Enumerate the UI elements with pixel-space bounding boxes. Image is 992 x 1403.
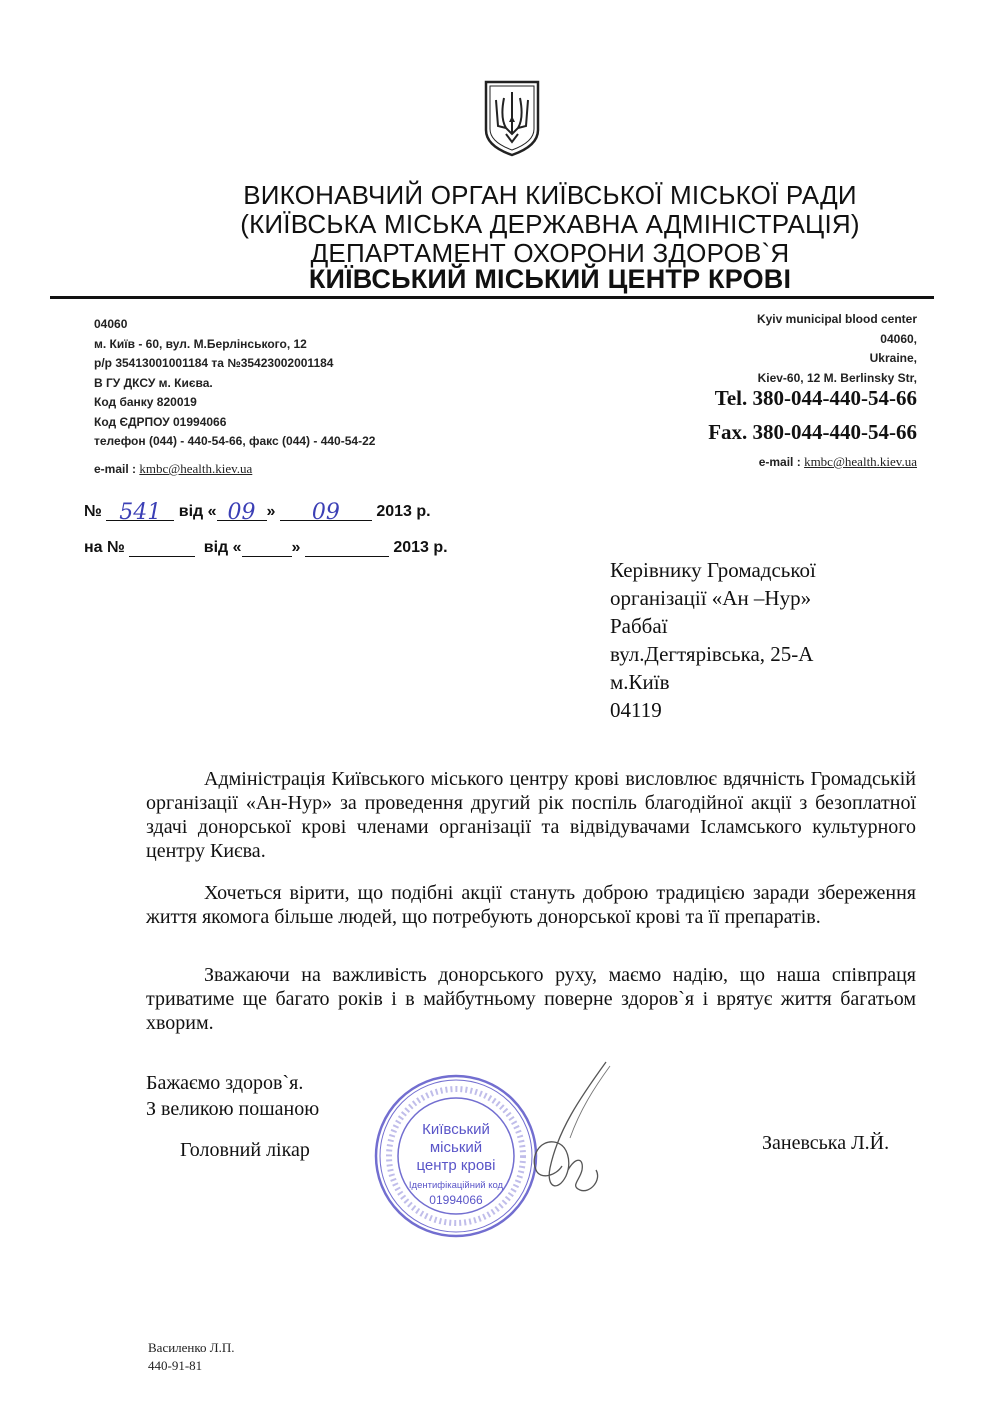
handwritten-signature — [510, 1058, 640, 1208]
paragraph-text: Хочеться вірити, що подібні акції стануть доброю традицією заради збереження життя якомога більше людей, що потребують донорської крові та її препаратів. — [146, 882, 916, 928]
addressee-line: Керівнику Громадської — [610, 558, 816, 582]
sender-line: р/р 35413001001184 та №35423002001184 — [94, 356, 334, 370]
in-reply-month-blank — [305, 536, 389, 557]
email-label: e-mail : — [94, 462, 140, 476]
body-paragraph-gratitude — [146, 767, 916, 863]
header-line-department: ДЕПАРТАМЕНТ ОХОРОНИ ЗДОРОВ`Я — [310, 238, 790, 268]
coat-of-arms-emblem — [482, 78, 542, 158]
date-from-label: від « — [178, 503, 217, 520]
date-month: 09 — [280, 500, 372, 521]
sender-line: Kyiv municipal blood center — [756, 312, 917, 326]
telephone-number: Tel. 380-044-440-54-66 — [714, 386, 917, 410]
email-link[interactable]: kmbc@health.kiev.ua — [139, 461, 253, 476]
sender-email-ua — [94, 459, 252, 480]
date-year: 2013 р. — [376, 503, 431, 520]
stamp-line-3: центр крові — [416, 1157, 496, 1174]
paragraph-text: Зважаючи на важливість донорського руху, маємо надію, що наша співпраця триватиме ще багато років і в майбутньому поверне здоров`я і врятує життя багатьом хворим. — [146, 964, 916, 1034]
number-label: № — [84, 503, 102, 520]
sender-line: телефон (044) - 440-54-66, факс (044) - 440-54-22 — [94, 434, 376, 448]
addressee-line: організації «Ан –Нур» — [610, 586, 812, 610]
stamp-line-4: Ідентифікаційний код — [408, 1180, 504, 1191]
sender-line: Код ЄДРПОУ 01994066 — [94, 414, 227, 429]
fax-number: Fax. 380-044-440-54-66 — [708, 420, 917, 444]
email-label: e-mail : — [758, 455, 805, 469]
stamp-line-2: міський — [429, 1139, 483, 1156]
paragraph-text: Адміністрація Київського міського центру крові висловлює вдячність Громадській організації «Ан-Нур» за проведення другий рік поспіль благодійної акції з безоплатної здачі донорської крові членами організації та відвідувачами Ісламського культурного центру Києва. — [146, 768, 916, 862]
sender-line: Kiev-60, 12 M. Berlinsky Str, — [757, 370, 917, 385]
sender-line: В ГУ ДКСУ м. Києва. — [94, 375, 213, 390]
in-reply-label: на № — [84, 539, 125, 556]
executor-name: Василенко Л.П. — [148, 1340, 235, 1355]
sender-line: 04060, — [880, 331, 917, 346]
sender-line: м. Київ - 60, вул. М.Берлінського, 12 — [94, 336, 307, 351]
body-paragraph-tradition — [146, 881, 916, 929]
outgoing-number: 541 — [106, 500, 174, 521]
sender-line: Код банку 820019 — [94, 395, 197, 409]
sender-details-en — [600, 310, 917, 388]
executor-phone: 440-91-81 — [148, 1358, 203, 1373]
addressee-line: вул.Дегтярівська, 25-А — [610, 642, 814, 666]
date-close-quote: » — [266, 503, 276, 520]
sender-line: 04060 — [94, 317, 128, 331]
email-link[interactable]: kmbc@health.kiev.ua — [804, 454, 917, 469]
stamp-line-1: Київський — [422, 1121, 490, 1138]
header-divider — [50, 296, 934, 299]
signer-position: Головний лікар — [180, 1139, 310, 1161]
sender-details-ua — [94, 315, 494, 452]
header-line-administration: (КИЇВСЬКА МІСЬКА ДЕРЖАВНА АДМІНІСТРАЦІЯ) — [240, 209, 860, 239]
closing-wish: Бажаємо здоров`я. — [146, 1072, 304, 1094]
in-reply-day-blank — [242, 536, 292, 557]
in-reply-number-blank — [129, 536, 195, 557]
sender-line: Ukraine, — [869, 351, 917, 365]
addressee-block — [610, 556, 816, 724]
sender-email-en — [600, 452, 917, 473]
date-day: 09 — [217, 500, 267, 521]
signer-name: Заневська Л.Й. — [762, 1132, 890, 1154]
addressee-line: м.Київ — [610, 670, 670, 694]
in-reply-year: 2013 р. — [393, 539, 448, 556]
stamp-line-5: 01994066 — [429, 1193, 483, 1207]
header-line-executive-body: ВИКОНАВЧИЙ ОРГАН КИЇВСЬКОЇ МІСЬКОЇ РАДИ — [243, 180, 857, 210]
closing-regards: З великою пошаною — [146, 1098, 320, 1120]
outgoing-reference — [84, 500, 431, 525]
addressee-line: 04119 — [610, 698, 662, 722]
incoming-reference — [84, 536, 448, 557]
in-reply-close-quote: » — [291, 539, 301, 556]
in-reply-from-label: від « — [203, 539, 242, 556]
header-line-organization: КИЇВСЬКИЙ МІСЬКИЙ ЦЕНТР КРОВІ — [308, 264, 792, 294]
body-paragraph-cooperation — [146, 963, 916, 1035]
addressee-line: Раббаї — [610, 614, 668, 638]
